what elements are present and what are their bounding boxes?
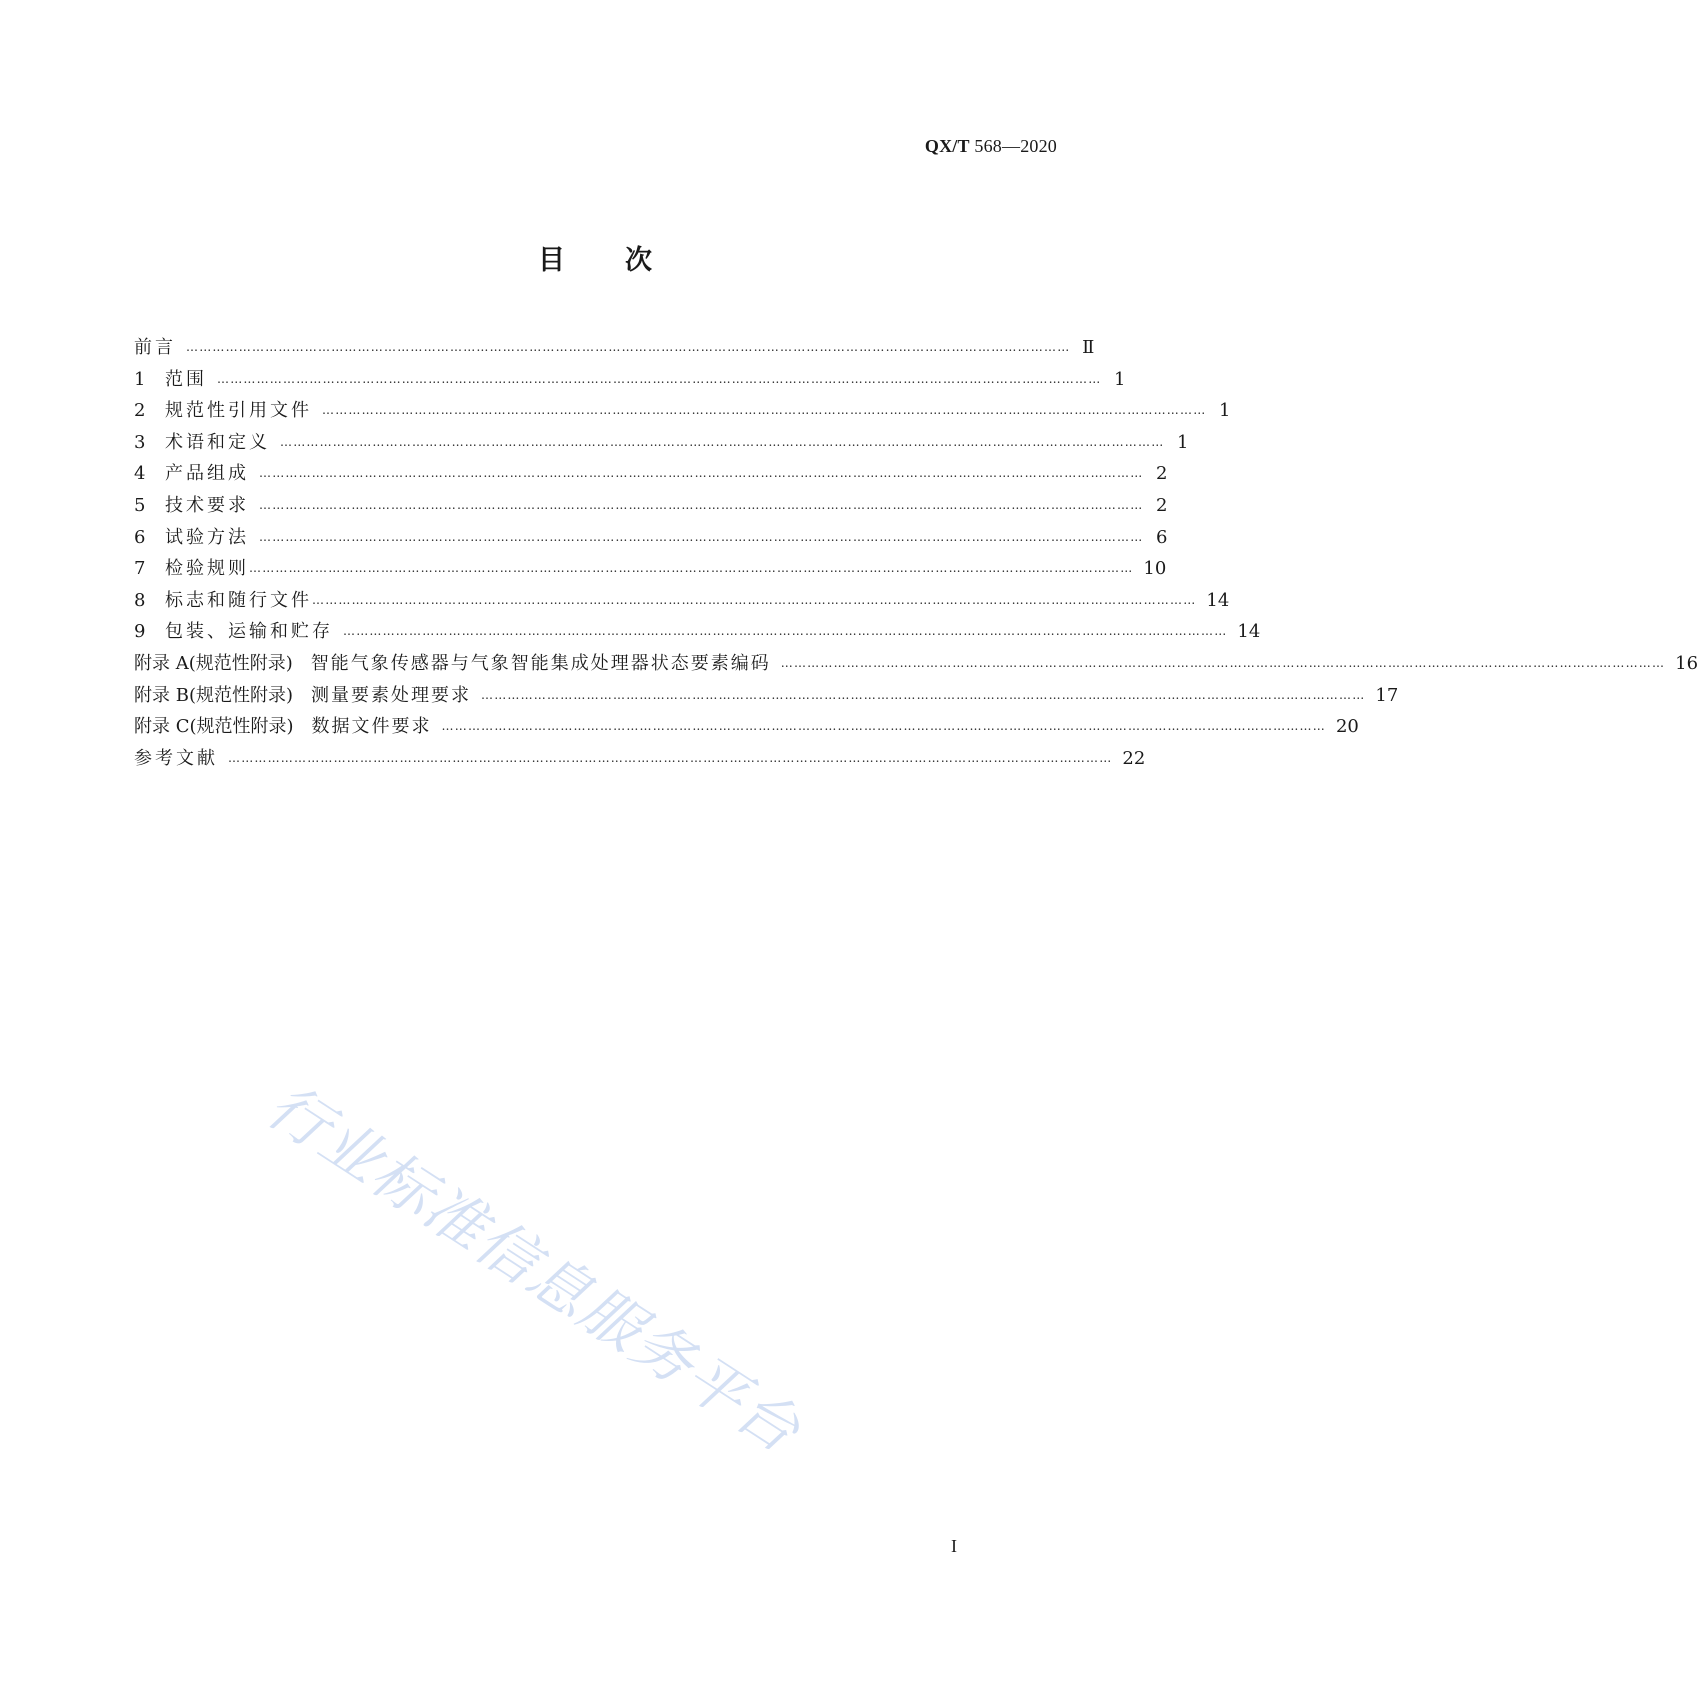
toc-item-1[interactable] [134, 364, 1126, 396]
toc-item-appendix-c[interactable] [134, 711, 1359, 743]
toc-item-9[interactable] [134, 616, 1261, 648]
toc-item-page: Ⅱ [1082, 337, 1095, 358]
toc-item-page: 6 [1155, 526, 1168, 548]
toc-leader-dots: ………………………………………………………………………………………………………………………………………………………………………………… [280, 434, 1165, 449]
toc-item-6[interactable] [134, 522, 1168, 554]
page-title-part2: 次 [625, 245, 652, 276]
toc-item-number: 4 [134, 463, 146, 485]
document-code [925, 136, 1057, 157]
toc-item-label: 附录 B(规范性附录) [134, 684, 293, 706]
toc-item-number: 9 [134, 621, 146, 643]
document-code-number: 568—2020 [974, 136, 1057, 156]
toc-item-label: 附录 A(规范性附录) [134, 652, 293, 674]
toc-item-page: 20 [1335, 716, 1359, 738]
toc-item-page: 14 [1206, 589, 1230, 611]
toc-item-7[interactable] [134, 553, 1167, 585]
toc-item-number: 5 [134, 494, 146, 516]
toc-item-page: 1 [1113, 368, 1126, 390]
toc-item-label: 参考文献 [134, 747, 218, 769]
toc-item-appendix-b[interactable] [134, 680, 1399, 712]
toc-leader-dots: ………………………………………………………………………………………………………………………………………………………………………………… [259, 497, 1144, 512]
toc-item-number: 8 [134, 589, 146, 611]
toc-item-references[interactable] [134, 743, 1146, 775]
toc-item-number: 7 [134, 558, 146, 580]
toc-item-4[interactable] [134, 458, 1168, 490]
toc-item-label: 范围 [165, 368, 207, 390]
toc-leader-dots: ………………………………………………………………………………………………………………………………………………………………………………… [259, 529, 1144, 544]
toc-item-page: 22 [1122, 747, 1146, 769]
table-of-contents [134, 332, 1698, 774]
toc-item-foreword[interactable] [134, 332, 1095, 364]
toc-item-8[interactable] [134, 585, 1230, 617]
toc-item-number: 3 [134, 431, 146, 453]
toc-item-label: 附录 C(规范性附录) [134, 716, 294, 738]
toc-leader-dots: ………………………………………………………………………………………………………………………………………………………………………………… [343, 624, 1228, 639]
toc-item-page: 16 [1675, 652, 1698, 674]
toc-item-2[interactable] [134, 395, 1231, 427]
watermark: 行业标准信息服务平台 [254, 1070, 813, 1468]
toc-leader-dots: ………………………………………………………………………………………………………………………………………………………………………………… [312, 592, 1197, 607]
toc-item-page: 2 [1155, 463, 1168, 485]
toc-leader-dots: ………………………………………………………………………………………………………………………………………………………………………………… [186, 340, 1071, 354]
toc-item-label: 技术要求 [165, 494, 249, 516]
toc-item-label: 规范性引用文件 [165, 400, 312, 422]
toc-leader-dots: ………………………………………………………………………………………………………………………………………………………………………………… [217, 371, 1102, 386]
toc-item-page: 1 [1176, 431, 1189, 453]
toc-item-3[interactable] [134, 427, 1189, 459]
toc-item-label: 术语和定义 [165, 431, 270, 453]
toc-leader-dots: ………………………………………………………………………………………………………………………………………………………………………………… [249, 561, 1134, 576]
page-title [0, 238, 1190, 277]
toc-item-number: 6 [134, 526, 146, 548]
toc-leader-dots: ………………………………………………………………………………………………………………………………………………………………………………… [481, 687, 1366, 702]
toc-leader-dots: ………………………………………………………………………………………………………………………………………………………………………………… [322, 403, 1207, 418]
toc-leader-dots: ………………………………………………………………………………………………………………………………………………………………………………… [780, 655, 1666, 670]
document-code-prefix: QX/T [924, 136, 970, 156]
toc-item-appendix-a[interactable] [134, 648, 1698, 680]
toc-item-page: 2 [1155, 494, 1168, 516]
toc-item-subtitle: 测量要素处理要求 [311, 684, 471, 706]
toc-item-label: 前言 [134, 337, 176, 358]
toc-item-page: 14 [1237, 621, 1261, 643]
toc-leader-dots: ………………………………………………………………………………………………………………………………………………………………………………… [441, 719, 1326, 734]
toc-item-label: 检验规则 [165, 558, 249, 580]
toc-item-label: 标志和随行文件 [165, 589, 312, 611]
toc-item-label: 包装、运输和贮存 [165, 621, 333, 643]
toc-item-page: 10 [1143, 558, 1167, 580]
toc-item-page: 17 [1375, 684, 1399, 706]
page-title-part1: 目 [538, 245, 565, 276]
toc-item-label: 试验方法 [165, 526, 249, 548]
toc-item-page: 1 [1218, 400, 1231, 422]
toc-leader-dots: ………………………………………………………………………………………………………………………………………………………………………………… [228, 750, 1113, 765]
toc-item-number: 1 [134, 368, 146, 390]
toc-item-subtitle: 数据文件要求 [311, 716, 432, 738]
toc-item-label: 产品组成 [165, 463, 249, 485]
toc-item-5[interactable] [134, 490, 1168, 522]
toc-item-subtitle: 智能气象传感器与气象智能集成处理器状态要素编码 [310, 652, 771, 674]
toc-leader-dots: ………………………………………………………………………………………………………………………………………………………………………………… [259, 466, 1144, 481]
toc-item-number: 2 [134, 400, 146, 422]
page-number: I [951, 1536, 957, 1556]
